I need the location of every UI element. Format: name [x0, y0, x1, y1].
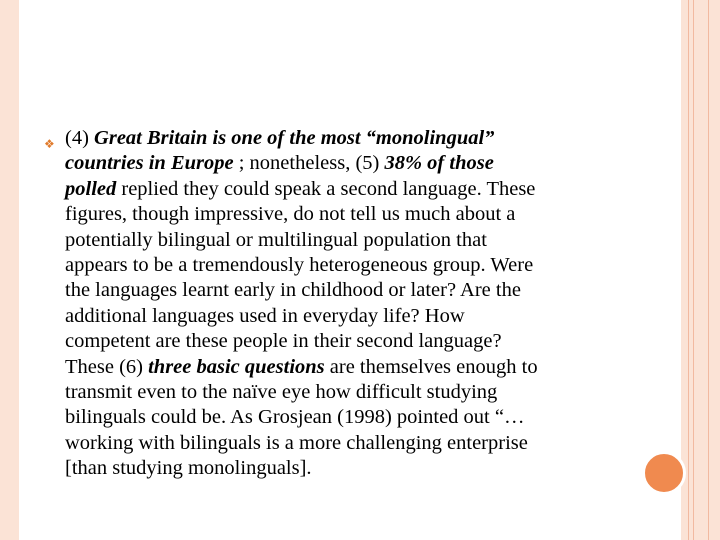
- decorative-line: [688, 0, 689, 540]
- text-line: [65, 355, 625, 380]
- text-line: [65, 126, 625, 151]
- text-line: [65, 253, 625, 278]
- emphasized-text: polled: [65, 177, 117, 200]
- text-line: [65, 304, 625, 329]
- decorative-line: [693, 0, 694, 540]
- text-segment: [than studying monolinguals].: [65, 457, 312, 480]
- text-line: [65, 329, 625, 354]
- text-segment: transmit even to the naïve eye how difficult studying: [65, 381, 498, 404]
- text-line: [65, 456, 625, 481]
- text-line: [65, 380, 625, 405]
- emphasized-text: Great Britain is one of the most “monolingual”: [94, 127, 495, 149]
- text-segment: are themselves enough to: [324, 355, 538, 378]
- text-line: [65, 431, 625, 456]
- text-segment: (4): [65, 127, 95, 149]
- emphasized-text: three basic questions: [148, 355, 325, 378]
- text-segment: potentially bilingual or multilingual population that: [65, 228, 487, 251]
- diamond-bullet-icon: ❖: [44, 137, 55, 151]
- text-line: [65, 228, 625, 253]
- text-segment: the languages learnt early in childhood or later? Are the: [65, 279, 521, 302]
- emphasized-text: countries in Europe: [65, 152, 234, 175]
- text-segment: bilinguals could be. As Grosjean (1998) pointed out “…: [65, 406, 525, 429]
- text-line: [65, 151, 625, 176]
- decorative-line: [708, 0, 709, 540]
- emphasized-text: 38% of those: [384, 152, 494, 175]
- text-segment: These (6): [65, 355, 149, 378]
- text-line: [65, 278, 625, 303]
- text-segment: figures, though impressive, do not tell us much about a: [65, 203, 516, 226]
- decorative-right-band: [681, 0, 720, 540]
- text-line: [65, 202, 625, 227]
- text-segment: appears to be a tremendously heterogeneous group. Were: [65, 254, 534, 277]
- text-segment: competent are these people in their second language?: [65, 330, 502, 353]
- text-segment: working with bilinguals is a more challenging enterprise: [65, 431, 528, 454]
- text-segment: replied they could speak a second language. These: [116, 177, 536, 200]
- text-line: [65, 177, 625, 202]
- text-line: [65, 405, 625, 430]
- decorative-circle: [642, 451, 686, 495]
- slide-body-text: [65, 126, 625, 482]
- text-segment: ; nonetheless, (5): [233, 152, 385, 175]
- text-segment: additional languages used in everyday life? How: [65, 304, 465, 327]
